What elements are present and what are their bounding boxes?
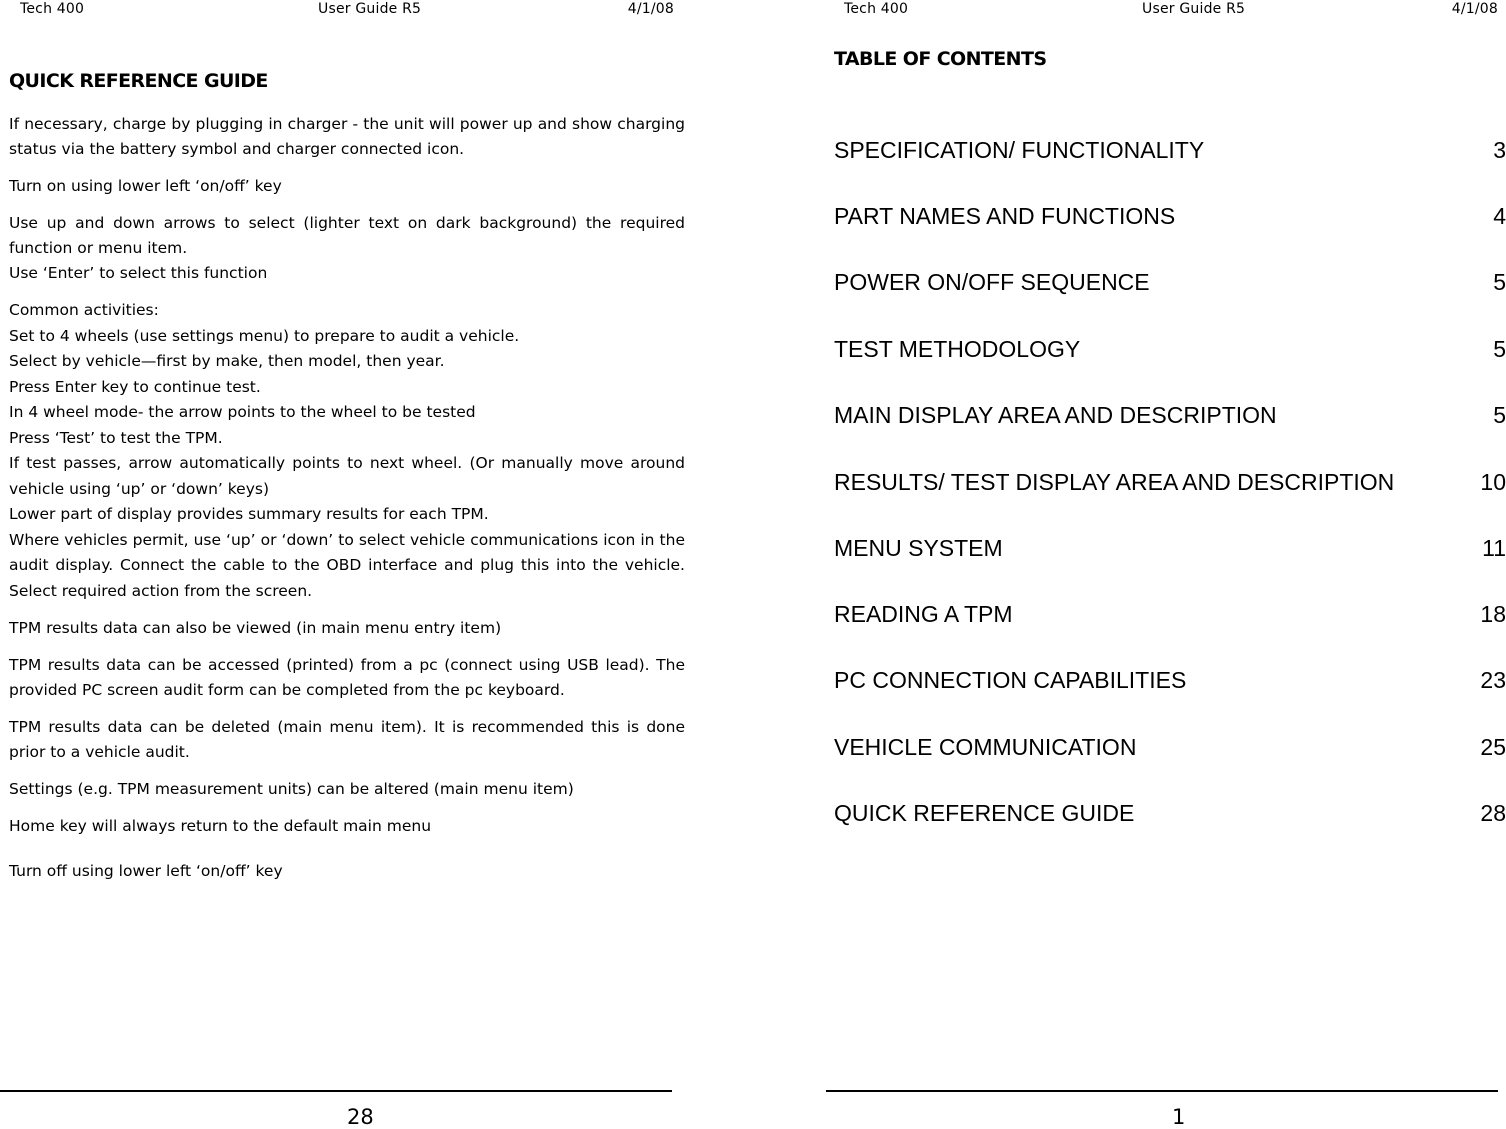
toc-entry-title: MAIN DISPLAY AREA AND DESCRIPTION [834, 402, 1277, 428]
header-guide-name: User Guide R5 [318, 1, 422, 17]
toc-entry-title: RESULTS/ TEST DISPLAY AREA AND DESCRIPTION [834, 469, 1395, 495]
toc-entry-page: 5 [1493, 336, 1506, 362]
page-number-right: 1 [1172, 1105, 1186, 1129]
quick-reference-page [9, 68, 685, 896]
toc-entry-page: 18 [1480, 601, 1506, 627]
page-title: TABLE OF CONTENTS [834, 48, 1047, 70]
paragraph-line: If test passes, arrow automatically points to next wheel. (Or manually move around vehicle using ‘up’ or ‘down’ keys) [9, 454, 685, 498]
toc-entry-title: READING A TPM [834, 601, 1013, 627]
paragraph-view-results: TPM results data can also be viewed (in main menu entry item) [9, 619, 502, 637]
toc-entry-title: PART NAMES AND FUNCTIONS [834, 203, 1176, 229]
paragraph-line: Set to 4 wheels (use settings menu) to prepare to audit a vehicle. [9, 326, 520, 345]
toc-entry-page: 3 [1493, 137, 1506, 163]
page-header-right [826, 0, 1506, 20]
paragraph-line: Select by vehicle—first by make, then model, then year. [9, 352, 445, 370]
toc-entry-title: MENU SYSTEM [834, 535, 1003, 561]
toc-entry-title: SPECIFICATION/ FUNCTIONALITY [834, 137, 1205, 163]
header-date: 4/1/08 [627, 1, 674, 17]
paragraph-delete-results: TPM results data can be deleted (main menu item). It is recommended this is done prior to a vehicle audit. [9, 718, 685, 761]
paragraph-line: Where vehicles permit, use ‘up’ or ‘down’ to select vehicle communications icon in the audit display. Connect the cable to the OBD interface and plug this into the vehicle. Select required action from the screen. [9, 530, 685, 600]
toc-entry-title: QUICK REFERENCE GUIDE [834, 800, 1135, 826]
paragraph-line: Common activities: [9, 301, 159, 319]
paragraph-charge: If necessary, charge by plugging in charger - the unit will power up and show charging status via the battery symbol and charger connected icon. [9, 115, 685, 158]
paragraph-common-activities [9, 298, 685, 604]
page-header-left [0, 0, 690, 20]
toc-entry-page: 11 [1482, 535, 1506, 561]
paragraph-settings: Settings (e.g. TPM measurement units) can be altered (main menu item) [9, 780, 574, 798]
footer-rule-left [0, 1090, 672, 1092]
paragraph-navigation [9, 211, 685, 286]
paragraph-line: Lower part of display provides summary results for each TPM. [9, 505, 489, 523]
toc-entry-title: PC CONNECTION CAPABILITIES [834, 667, 1187, 693]
toc-entry-page: 5 [1493, 269, 1506, 295]
paragraph-print-results: TPM results data can be accessed (printed) from a pc (connect using USB lead). The provided PC screen audit form can be completed from the pc keyboard. [9, 656, 685, 699]
paragraph-turn-on: Turn on using lower left ‘on/off’ key [9, 177, 282, 195]
page-title: QUICK REFERENCE GUIDE [9, 70, 268, 92]
toc-entry-page: 5 [1493, 402, 1506, 428]
paragraph-line: Press ‘Test’ to test the TPM. [9, 428, 223, 447]
paragraph-line: Use up and down arrows to select (lighter text on dark background) the required function or menu item. [9, 214, 685, 257]
page-number-left: 28 [347, 1105, 374, 1129]
header-doc-name: Tech 400 [20, 1, 85, 17]
toc-entry-page: 4 [1493, 203, 1506, 229]
toc-entry-page: 10 [1480, 469, 1506, 495]
paragraph-line: In 4 wheel mode- the arrow points to the wheel to be tested [9, 403, 476, 421]
paragraph-turn-off: Turn off using lower left ‘on/off’ key [9, 862, 283, 880]
toc-entry-page: 25 [1480, 734, 1506, 760]
table-of-contents-page [834, 44, 1506, 826]
toc-entry-page: 23 [1480, 667, 1506, 693]
toc-entry-title: TEST METHODOLOGY [834, 336, 1081, 362]
paragraph-line: Press Enter key to continue test. [9, 377, 261, 396]
toc-entry-title: VEHICLE COMMUNICATION [834, 734, 1137, 760]
footer-rule-right [826, 1090, 1498, 1092]
header-date: 4/1/08 [1451, 1, 1498, 17]
header-doc-name: Tech 400 [844, 1, 909, 17]
toc-entry-page: 28 [1480, 800, 1506, 826]
paragraph-home-key: Home key will always return to the default main menu [9, 817, 432, 835]
toc-entry-title: POWER ON/OFF SEQUENCE [834, 269, 1150, 295]
header-guide-name: User Guide R5 [1142, 1, 1246, 17]
paragraph-line: Use ‘Enter’ to select this function [9, 264, 268, 282]
